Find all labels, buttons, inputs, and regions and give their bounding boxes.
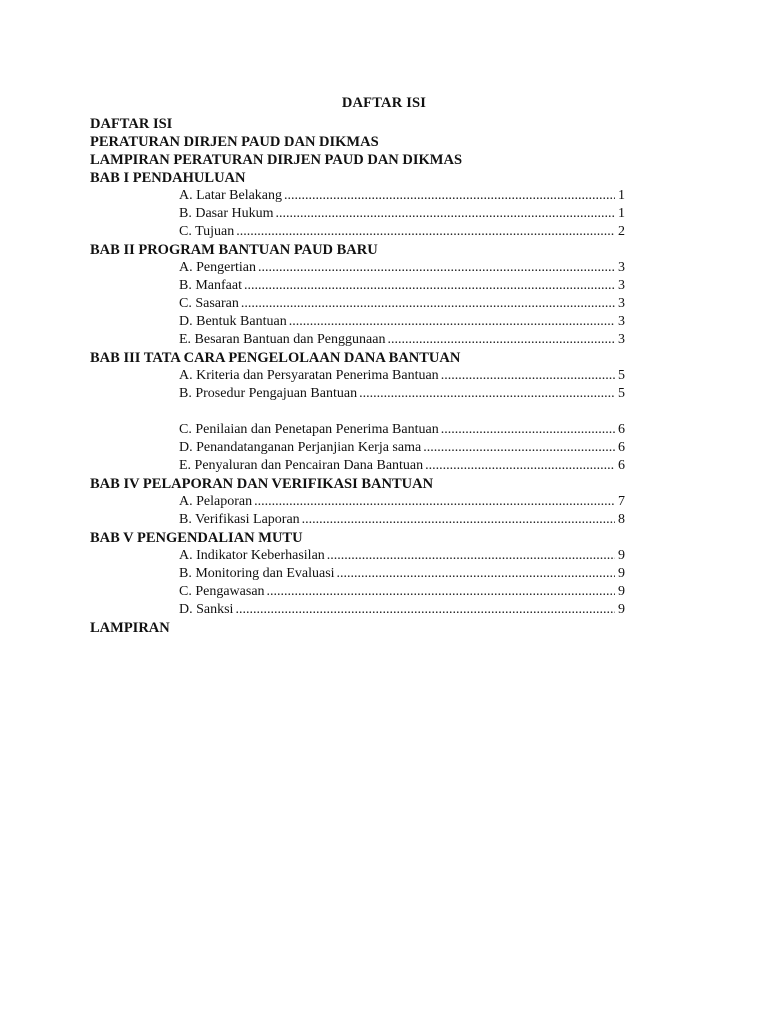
toc-heading-lampiran: LAMPIRAN bbox=[90, 620, 170, 636]
toc-entry bbox=[179, 601, 625, 619]
toc-entry bbox=[179, 457, 625, 475]
dot-leader bbox=[258, 259, 615, 277]
dot-leader bbox=[254, 493, 615, 511]
toc-entry-page: 9 bbox=[618, 548, 625, 563]
toc-entry-label: C. Tujuan bbox=[179, 224, 235, 239]
toc-entry-label: B. Verifikasi Laporan bbox=[179, 512, 300, 527]
toc-entry bbox=[179, 295, 625, 313]
toc-entry-page: 3 bbox=[618, 278, 625, 293]
toc-entry-page: 8 bbox=[618, 512, 625, 527]
toc-entry-label: D. Sanksi bbox=[179, 602, 234, 617]
toc-entry-label: E. Besaran Bantuan dan Penggunaan bbox=[179, 332, 386, 347]
toc-entry-label: A. Kriteria dan Persyaratan Penerima Bantuan bbox=[179, 368, 439, 383]
toc-entry-page: 3 bbox=[618, 296, 625, 311]
dot-leader bbox=[276, 205, 616, 223]
toc-entry-page: 1 bbox=[618, 206, 625, 221]
toc-entry-page: 9 bbox=[618, 602, 625, 617]
dot-leader bbox=[387, 331, 615, 349]
table-of-contents bbox=[90, 115, 630, 637]
dot-leader bbox=[327, 547, 615, 565]
toc-entry bbox=[179, 367, 625, 385]
toc-entry-page: 5 bbox=[618, 368, 625, 383]
toc-entry bbox=[179, 205, 625, 223]
toc-entry-page: 9 bbox=[618, 566, 625, 581]
toc-chapter-3: BAB III TATA CARA PENGELOLAAN DANA BANTUAN bbox=[90, 350, 461, 366]
toc-chapter-4: BAB IV PELAPORAN DAN VERIFIKASI BANTUAN bbox=[90, 476, 434, 492]
toc-entry bbox=[179, 277, 625, 295]
toc-entry-label: C. Sasaran bbox=[179, 296, 239, 311]
toc-entry-label: A. Pengertian bbox=[179, 260, 256, 275]
dot-leader bbox=[267, 583, 615, 601]
toc-entry bbox=[179, 385, 625, 403]
toc-entry-page: 3 bbox=[618, 314, 625, 329]
page-title: DAFTAR ISI bbox=[341, 95, 427, 111]
toc-chapter-5: BAB V PENGENDALIAN MUTU bbox=[90, 530, 303, 546]
toc-entry-page: 6 bbox=[618, 458, 625, 473]
toc-entry bbox=[179, 583, 625, 601]
dot-leader bbox=[425, 457, 615, 475]
toc-entry-label: A. Pelaporan bbox=[179, 494, 253, 509]
dot-leader bbox=[244, 277, 615, 295]
dot-leader bbox=[284, 187, 615, 205]
toc-entry-page: 6 bbox=[618, 422, 625, 437]
toc-entry bbox=[179, 313, 625, 331]
toc-heading-lampiran-peraturan: LAMPIRAN PERATURAN DIRJEN PAUD DAN DIKMAS bbox=[90, 152, 463, 168]
toc-heading-peraturan: PERATURAN DIRJEN PAUD DAN DIKMAS bbox=[90, 134, 379, 150]
toc-entry bbox=[179, 223, 625, 241]
toc-entry bbox=[179, 493, 625, 511]
toc-entry-label: C. Pengawasan bbox=[179, 584, 265, 599]
toc-heading-daftar-isi: DAFTAR ISI bbox=[90, 116, 173, 132]
dot-leader bbox=[441, 421, 615, 439]
toc-entry-label: B. Monitoring dan Evaluasi bbox=[179, 566, 335, 581]
dot-leader bbox=[302, 511, 615, 529]
toc-chapter-2: BAB II PROGRAM BANTUAN PAUD BARU bbox=[90, 242, 378, 258]
toc-entry-page: 9 bbox=[618, 584, 625, 599]
toc-entry-label: D. Penandatanganan Perjanjian Kerja sama bbox=[179, 440, 422, 455]
toc-chapter-1: BAB I PENDAHULUAN bbox=[90, 170, 246, 186]
toc-entry-page: 3 bbox=[618, 260, 625, 275]
dot-leader bbox=[241, 295, 615, 313]
toc-entry-page: 2 bbox=[618, 224, 625, 239]
toc-entry-page: 6 bbox=[618, 440, 625, 455]
toc-entry-label: C. Penilaian dan Penetapan Penerima Bantuan bbox=[179, 422, 439, 437]
toc-entry-page: 1 bbox=[618, 188, 625, 203]
toc-entry bbox=[179, 565, 625, 583]
toc-entry-label: B. Manfaat bbox=[179, 278, 242, 293]
toc-entry bbox=[179, 259, 625, 277]
toc-entry-page: 5 bbox=[618, 386, 625, 401]
toc-entry bbox=[179, 331, 625, 349]
blank-line bbox=[90, 403, 630, 421]
toc-entry-label: D. Bentuk Bantuan bbox=[179, 314, 287, 329]
dot-leader bbox=[337, 565, 615, 583]
toc-entry-label: A. Indikator Keberhasilan bbox=[179, 548, 325, 563]
toc-entry bbox=[179, 421, 625, 439]
toc-entry bbox=[179, 547, 625, 565]
dot-leader bbox=[236, 223, 615, 241]
toc-entry-label: B. Prosedur Pengajuan Bantuan bbox=[179, 386, 358, 401]
toc-entry bbox=[179, 439, 625, 457]
dot-leader bbox=[359, 385, 615, 403]
dot-leader bbox=[423, 439, 615, 457]
toc-entry-label: E. Penyaluran dan Pencairan Dana Bantuan bbox=[179, 458, 424, 473]
toc-entry-page: 7 bbox=[618, 494, 625, 509]
toc-entry-label: B. Dasar Hukum bbox=[179, 206, 274, 221]
dot-leader bbox=[441, 367, 615, 385]
toc-entry-label: A. Latar Belakang bbox=[179, 188, 283, 203]
toc-entry bbox=[179, 187, 625, 205]
dot-leader bbox=[289, 313, 615, 331]
toc-entry bbox=[179, 511, 625, 529]
dot-leader bbox=[235, 601, 615, 619]
toc-entry-page: 3 bbox=[618, 332, 625, 347]
